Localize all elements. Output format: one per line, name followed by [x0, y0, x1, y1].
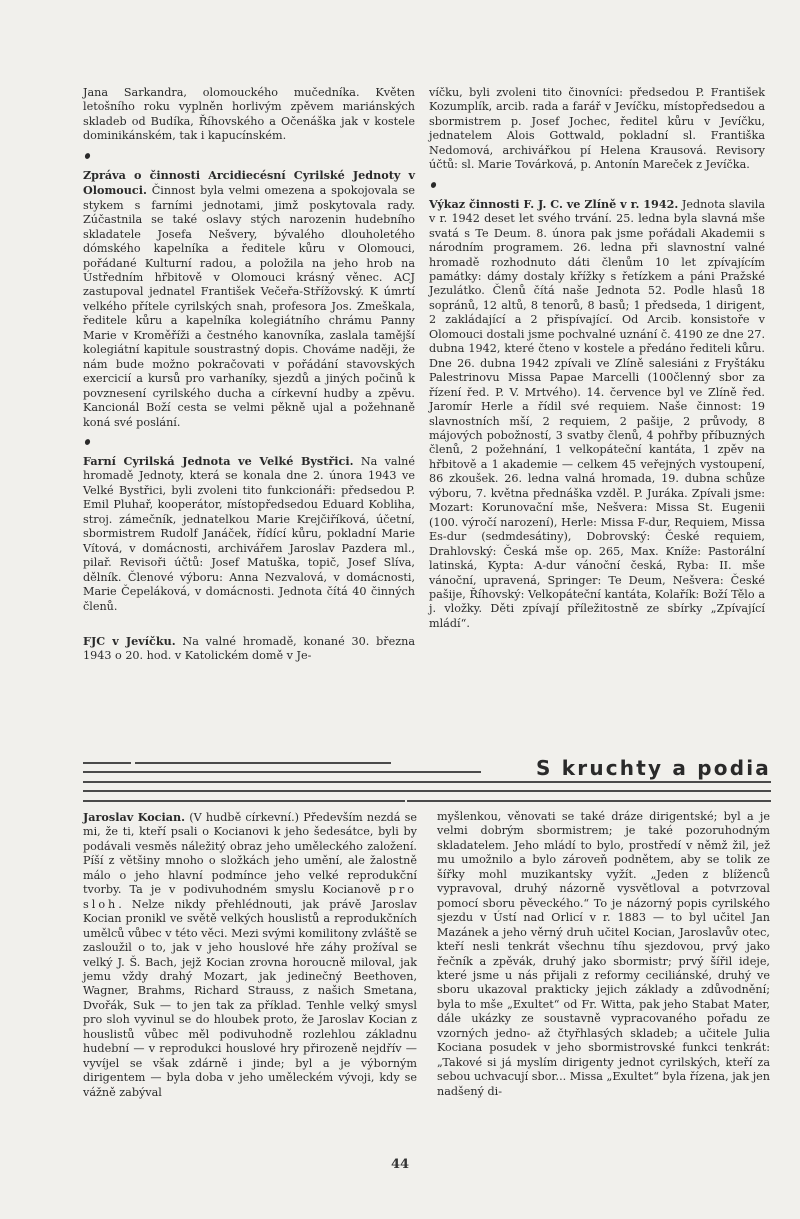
article-body: . Nelze nikdy přehlédnouti, jak právě Jaroslav Kocian pronikl ve světě velkých houslistů a reprodukčních umělců vůbec v této věci. Mezi svými komilitony zvláště se zasloužil o to, jak v jeho houslové hře záhy prožíval se velký J. Š. Bach, jejž Kocian zrovna horoucně miloval, jak jemu vždy drahý Mozart, jak jedinečný Beethoven, Wagner, Brahms, Richard Strauss, z našich Smetana, Dvořák, Suk — to jen tak za příklad. Tenhle velký smysl pro sloh vyvinul se do hloubek proto, že Jaroslav Kocian z houslistů vůbec měl podivuhodně rozlehlou základnu hudební — v reprodukci houslové hry přirozeně nejdřív — vyvíjel se však zdárně i jinde; byl a je výborným dirigentem — byla doba v jeho uměleckém vývoji, kdy se vážně zabýval	[83, 897, 417, 1099]
article-velka-bystrice	[83, 454, 415, 614]
article-title: Výkaz činnosti F. J. C. ve Zlíně v r. 1942.	[429, 196, 679, 211]
top-right-column	[429, 86, 765, 631]
bottom-left-column	[83, 810, 417, 1100]
kocian-continuation: myšlenkou, věnovati se také dráze dirigentské; byl a je velmi dobrým sbormistrem; je také pozoruhodným skladatelem. Jeho mládí to bylo, prostředí v němž žil, jež mu umožnilo a bylo zároveň podnětem, aby se tolik ze šířky mohl muzikantsky vyžít. „Jeden z blíženců vypravoval, druhý názorně vysvětloval a potvrzoval pomocí sboru pěveckého.“ To je názorný popis cyrilského sjezdu v Ústí nad Orlicí v r. 1883 — to byl učitel Jan Mazánek a jeho věrný druh učitel Kocian, Jaroslavův otec, kteří nesli tenkrát všechnu tíhu sjezdovou, prvý jako řečník a zpěvák, druhý jako sbormistr; prvý šířil ideje, které jsme u nás přijali z reformy ceciliánské, druhý ve sboru ukazoval prakticky jejich základy a zdůvodnění; byla to mše „Exultet“ od Fr. Witta, pak jeho Stabat Mater, dále ukázky ze soustavně vypracovaného pořadu ze vzorných jedno- až čtyřhlasých skladeb; a učitele Julia Kociana posudek v jeho sbormistrovské funkci tenkrát: „Takové si já myslím dirigenty jednot cyrilských, kteří za sebou uchvacují sbor... Missa „Exultet“ byla řízena, jak jen nadšený di-	[437, 810, 770, 1098]
heading-rule	[135, 762, 391, 764]
article-zlin	[429, 197, 765, 632]
article-body: Činnost byla velmi omezena a spokojovala se stykem s farními jednotami, jimž poskytovala rady. Zúčastnila se také oslavy stých narozenin hudebního skladatele Josefa Nešvery, bývalého dlouholetého dómského kapelníka a ředitele kůru v Olomouci, pořádané Kulturní radou, a položila na jeho hrob na Ústředním hřbitově v Olomouci krásný věnec. ACJ zastupoval jednatel František Večeřa-Střížovský. K úmrtí velkého přítele cyrilských snah, profesora Jos. Zmeškala, ředitele kůru a kapelníka kolegiátního chrámu Panny Marie v Kroměříži a čestného kanovníka, zaslala tamější kolegiátní kapitule soustrastný dopis. Chováme naději, že nám bude možno pokračovati v pořádání stavovských exercicií a kursů pro varhaníky, sjezdů a jiných počinů k povznesení cyrilského ducha a církevní hudby a zpěvu. Kancionál Boží cesta se velmi pěkně ujal a požehnaně koná své poslání.	[83, 184, 415, 429]
article-body: Na valné hromadě, konané 30. března 1943 o 20. hod. v Katolickém domě v Je-	[83, 634, 415, 663]
spaced-emphasis: pro sloh	[83, 883, 417, 911]
heading-rule	[83, 762, 131, 764]
heading-rule	[407, 800, 771, 802]
bottom-right-column	[437, 810, 770, 1099]
heading-rule	[83, 771, 481, 773]
article-olomouc	[83, 168, 415, 430]
article-title: Zpráva o činnosti Arcidiecésní Cyrilské Jednoty v Olomouci.	[83, 167, 415, 198]
article-title: Farní Cyrilská Jednota ve Velké Bystřici.	[83, 453, 354, 468]
article-title: Jaroslav Kocian.	[83, 810, 186, 824]
heading-rule	[83, 781, 771, 783]
section-heading: S kruchty a podia	[535, 756, 771, 780]
article-jevicko	[83, 634, 415, 664]
bullet-ornament	[83, 430, 415, 454]
page-number: 44	[390, 1157, 410, 1172]
jevicko-continuation: víčku, byli zvoleni tito činovníci: předsedou P. František Kozumplík, arcib. rada a farář v Jevíčku, místopředsedou a sbormistrem p. Josef Jochec, ředitel kůru v Jevíčku, jednatelem Alois Gottwald, pokladní sl. Františka Nedomová, archivářkou pí Helena Krausová. Revisory účtů: sl. Marie Továrková, p. Antonín Mareček z Jevíčka.	[429, 86, 765, 172]
spacer	[83, 614, 415, 634]
article-title: FJC v Jevíčku.	[83, 633, 176, 648]
bullet-ornament	[429, 173, 765, 197]
section-heading-block	[83, 756, 771, 810]
bullet-ornament	[83, 144, 415, 168]
heading-rule	[83, 790, 771, 792]
top-left-column	[83, 86, 415, 664]
intro-paragraph: Jana Sarkandra, olomouckého mučedníka. Květen letošního roku vyplněn horlivým zpěvem mariánských skladeb od Budíka, Říhovského a Očenáška jak v kostele dominikánském, tak i kapucínském.	[83, 86, 415, 143]
article-body: Jednota slavila v r. 1942 deset let svého trvání. 25. ledna byla slavná mše svatá s Te Deum. 8. února pak jsme pořádali Akademii s národním programem. 26. ledna při slavnostní valné hromadě rozhodnuto dáti členům 10 let zpívajícím památky: dámy dostaly křížky s řetízkem a páni Pražské Jezulátko. Členů čítá naše Jednota 52. Podle hlasů 18 sopránů, 12 altů, 8 tenorů, 8 basů; 1 předseda, 1 dirigent, 2 zakládající a 2 přispívající. Od Arcib. konsistoře v Olomouci dostali jsme pochvalné uznání č. 4190 ze dne 27. dubna 1942, které čteno v kostele a předáno řediteli kůru. Dne 26. dubna 1942 zpívali ve Zlíně salesiáni z Fryštáku Palestrinovu Missa Papae Marcelli (100členný sbor za řízení řed. P. V. Mrtvého). 14. července byl ve Zlíně řed. Jaromír Herle a řídil své requiem. Naše činnost: 19 slavnostních mší, 2 requiem, 2 pašije, 2 průvody, 8 májových pobožností, 3 svatby členů, 4 pohřby příbuzných členů, 2 požehnání, 1 velkopáteční kantáta, 1 zpěv na hřbitově a 1 akademie — celkem 45 veřejných vystoupení, 86 zkoušek. 26. ledna valná hromada, 19. dubna schůze výboru, 7. května přednáška vzděl. P. Juráka. Zpívali jsme: Mozart: Korunovační mše, Nešvera: Missa St. Eugenii (100. výročí narození), Herle: Missa F-dur, Requiem, Missa Es-dur (sedmdesátiny), Dobrovský: České requiem, Drahlovský: Česká mše op. 265, Max. Kníže: Pastorální latinská, Kypta: A-dur vánoční česká, Ryba: II. mše vánoční, upravená, Springer: Te Deum, Nešvera: České pašije, Říhovský: Velkopáteční kantáta, Kolařík: Boží Tělo a j. vložky. Děti zpívají příležitostně ze sbírky „Zpívající mládí“.	[429, 197, 765, 630]
kocian-article	[83, 810, 417, 1100]
heading-rule	[83, 800, 405, 802]
article-body: (V hudbě církevní.) Především nezdá se mi, že ti, kteří psali o Kocianovi k jeho šedesátce, byli by podávali vesměs náležitý obraz jeho uměleckého založení. Píší z většiny mnoho o složkách jeho umění, ale žalostně málo o jeho hlavní podmínce jeho velké reprodukční tvorby. Ta je v podivuhodném smyslu Kocianově	[83, 811, 418, 897]
article-body: Na valné hromadě Jednoty, která se konala dne 2. února 1943 ve Velké Bystřici, byli zvoleni tito funkcionáři: předsedou P. Emil Pluhař, kooperátor, místopředsedou Eduard Kobliha, stroj. zámečník, jednatelkou Marie Krejčiříková, účetní, sbormistrem Rudolf Janáček, řídící kůru, pokladní Marie Vítová, v domácnosti, archivářem Jaroslav Pazdera ml., pilař. Revisoři účtů: Josef Matuška, topič, Josef Slíva, dělník. Členové výboru: Anna Nezvalová, v domácnosti, Marie Čepeláková, v domácnosti. Jednota čítá 40 činných členů.	[83, 454, 415, 613]
